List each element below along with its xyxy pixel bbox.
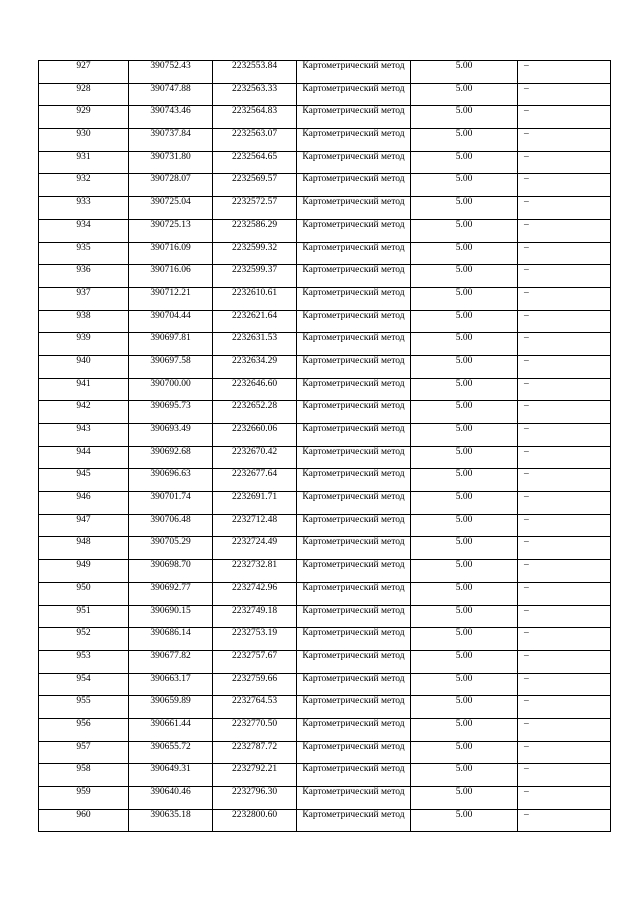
accuracy-cell: 5.00	[411, 287, 518, 310]
y-coordinate-cell: 2232796.30	[213, 787, 297, 810]
note-cell: –	[518, 650, 611, 673]
x-coordinate-cell: 390695.73	[129, 401, 213, 424]
accuracy-cell: 5.00	[411, 469, 518, 492]
y-coordinate-cell: 2232770.50	[213, 718, 297, 741]
table-row	[39, 287, 611, 310]
point-number-cell: 928	[39, 83, 129, 106]
accuracy-cell: 5.00	[411, 582, 518, 605]
y-coordinate-cell: 2232800.60	[213, 809, 297, 832]
point-number-cell: 935	[39, 242, 129, 265]
y-coordinate-cell: 2232757.67	[213, 650, 297, 673]
y-coordinate-cell: 2232586.29	[213, 219, 297, 242]
note-cell: –	[518, 605, 611, 628]
note-cell: –	[518, 514, 611, 537]
accuracy-cell: 5.00	[411, 514, 518, 537]
accuracy-cell: 5.00	[411, 741, 518, 764]
point-number-cell: 956	[39, 718, 129, 741]
point-number-cell: 955	[39, 696, 129, 719]
x-coordinate-cell: 390659.89	[129, 696, 213, 719]
method-cell: Картометрический метод	[297, 61, 411, 84]
method-cell: Картометрический метод	[297, 696, 411, 719]
point-number-cell: 938	[39, 310, 129, 333]
y-coordinate-cell: 2232553.84	[213, 61, 297, 84]
note-cell: –	[518, 469, 611, 492]
coordinates-table-body	[39, 61, 611, 832]
method-cell: Картометрический метод	[297, 424, 411, 447]
table-row	[39, 787, 611, 810]
table-row	[39, 310, 611, 333]
point-number-cell: 932	[39, 174, 129, 197]
method-cell: Картометрический метод	[297, 265, 411, 288]
x-coordinate-cell: 390743.46	[129, 106, 213, 129]
coordinates-table	[38, 60, 611, 832]
method-cell: Картометрический метод	[297, 628, 411, 651]
x-coordinate-cell: 390655.72	[129, 741, 213, 764]
y-coordinate-cell: 2232712.48	[213, 514, 297, 537]
note-cell: –	[518, 809, 611, 832]
accuracy-cell: 5.00	[411, 174, 518, 197]
accuracy-cell: 5.00	[411, 560, 518, 583]
x-coordinate-cell: 390692.68	[129, 446, 213, 469]
method-cell: Картометрический метод	[297, 242, 411, 265]
y-coordinate-cell: 2232564.83	[213, 106, 297, 129]
table-row	[39, 560, 611, 583]
accuracy-cell: 5.00	[411, 718, 518, 741]
accuracy-cell: 5.00	[411, 378, 518, 401]
method-cell: Картометрический метод	[297, 469, 411, 492]
x-coordinate-cell: 390696.63	[129, 469, 213, 492]
table-row	[39, 492, 611, 515]
y-coordinate-cell: 2232621.64	[213, 310, 297, 333]
accuracy-cell: 5.00	[411, 696, 518, 719]
accuracy-cell: 5.00	[411, 310, 518, 333]
method-cell: Картометрический метод	[297, 787, 411, 810]
y-coordinate-cell: 2232732.81	[213, 560, 297, 583]
note-cell: –	[518, 560, 611, 583]
x-coordinate-cell: 390692.77	[129, 582, 213, 605]
y-coordinate-cell: 2232724.49	[213, 537, 297, 560]
note-cell: –	[518, 151, 611, 174]
accuracy-cell: 5.00	[411, 197, 518, 220]
method-cell: Картометрический метод	[297, 650, 411, 673]
note-cell: –	[518, 219, 611, 242]
method-cell: Картометрический метод	[297, 809, 411, 832]
y-coordinate-cell: 2232631.53	[213, 333, 297, 356]
y-coordinate-cell: 2232610.61	[213, 287, 297, 310]
method-cell: Картометрический метод	[297, 764, 411, 787]
x-coordinate-cell: 390752.43	[129, 61, 213, 84]
point-number-cell: 952	[39, 628, 129, 651]
table-row	[39, 469, 611, 492]
note-cell: –	[518, 83, 611, 106]
note-cell: –	[518, 741, 611, 764]
point-number-cell: 948	[39, 537, 129, 560]
point-number-cell: 951	[39, 605, 129, 628]
table-row	[39, 514, 611, 537]
accuracy-cell: 5.00	[411, 673, 518, 696]
y-coordinate-cell: 2232742.96	[213, 582, 297, 605]
note-cell: –	[518, 446, 611, 469]
point-number-cell: 933	[39, 197, 129, 220]
method-cell: Картометрический метод	[297, 514, 411, 537]
y-coordinate-cell: 2232646.60	[213, 378, 297, 401]
x-coordinate-cell: 390677.82	[129, 650, 213, 673]
accuracy-cell: 5.00	[411, 809, 518, 832]
y-coordinate-cell: 2232660.06	[213, 424, 297, 447]
table-row	[39, 174, 611, 197]
accuracy-cell: 5.00	[411, 401, 518, 424]
accuracy-cell: 5.00	[411, 492, 518, 515]
x-coordinate-cell: 390716.09	[129, 242, 213, 265]
accuracy-cell: 5.00	[411, 106, 518, 129]
table-row	[39, 219, 611, 242]
note-cell: –	[518, 424, 611, 447]
table-row	[39, 378, 611, 401]
table-row	[39, 129, 611, 152]
x-coordinate-cell: 390686.14	[129, 628, 213, 651]
y-coordinate-cell: 2232599.32	[213, 242, 297, 265]
table-row	[39, 242, 611, 265]
accuracy-cell: 5.00	[411, 242, 518, 265]
x-coordinate-cell: 390731.80	[129, 151, 213, 174]
method-cell: Картометрический метод	[297, 378, 411, 401]
accuracy-cell: 5.00	[411, 537, 518, 560]
accuracy-cell: 5.00	[411, 151, 518, 174]
method-cell: Картометрический метод	[297, 582, 411, 605]
y-coordinate-cell: 2232749.18	[213, 605, 297, 628]
x-coordinate-cell: 390747.88	[129, 83, 213, 106]
x-coordinate-cell: 390693.49	[129, 424, 213, 447]
table-row	[39, 197, 611, 220]
x-coordinate-cell: 390698.70	[129, 560, 213, 583]
method-cell: Картометрический метод	[297, 197, 411, 220]
accuracy-cell: 5.00	[411, 219, 518, 242]
table-row	[39, 151, 611, 174]
table-row	[39, 106, 611, 129]
method-cell: Картометрический метод	[297, 718, 411, 741]
method-cell: Картометрический метод	[297, 310, 411, 333]
method-cell: Картометрический метод	[297, 219, 411, 242]
table-row	[39, 628, 611, 651]
x-coordinate-cell: 390725.04	[129, 197, 213, 220]
y-coordinate-cell: 2232764.53	[213, 696, 297, 719]
x-coordinate-cell: 390704.44	[129, 310, 213, 333]
table-row	[39, 718, 611, 741]
note-cell: –	[518, 333, 611, 356]
table-row	[39, 673, 611, 696]
method-cell: Картометрический метод	[297, 174, 411, 197]
note-cell: –	[518, 378, 611, 401]
note-cell: –	[518, 174, 611, 197]
note-cell: –	[518, 61, 611, 84]
accuracy-cell: 5.00	[411, 83, 518, 106]
table-row	[39, 424, 611, 447]
accuracy-cell: 5.00	[411, 446, 518, 469]
method-cell: Картометрический метод	[297, 560, 411, 583]
y-coordinate-cell: 2232753.19	[213, 628, 297, 651]
x-coordinate-cell: 390661.44	[129, 718, 213, 741]
method-cell: Картометрический метод	[297, 83, 411, 106]
y-coordinate-cell: 2232569.57	[213, 174, 297, 197]
point-number-cell: 934	[39, 219, 129, 242]
y-coordinate-cell: 2232652.28	[213, 401, 297, 424]
table-row	[39, 696, 611, 719]
y-coordinate-cell: 2232572.57	[213, 197, 297, 220]
note-cell: –	[518, 537, 611, 560]
point-number-cell: 936	[39, 265, 129, 288]
accuracy-cell: 5.00	[411, 61, 518, 84]
y-coordinate-cell: 2232691.71	[213, 492, 297, 515]
note-cell: –	[518, 673, 611, 696]
table-row	[39, 650, 611, 673]
note-cell: –	[518, 718, 611, 741]
point-number-cell: 947	[39, 514, 129, 537]
method-cell: Картометрический метод	[297, 537, 411, 560]
point-number-cell: 954	[39, 673, 129, 696]
table-row	[39, 61, 611, 84]
x-coordinate-cell: 390701.74	[129, 492, 213, 515]
point-number-cell: 949	[39, 560, 129, 583]
method-cell: Картометрический метод	[297, 741, 411, 764]
note-cell: –	[518, 242, 611, 265]
y-coordinate-cell: 2232670.42	[213, 446, 297, 469]
method-cell: Картометрический метод	[297, 446, 411, 469]
point-number-cell: 940	[39, 355, 129, 378]
x-coordinate-cell: 390716.06	[129, 265, 213, 288]
y-coordinate-cell: 2232759.66	[213, 673, 297, 696]
point-number-cell: 958	[39, 764, 129, 787]
accuracy-cell: 5.00	[411, 787, 518, 810]
accuracy-cell: 5.00	[411, 605, 518, 628]
point-number-cell: 939	[39, 333, 129, 356]
table-row	[39, 333, 611, 356]
note-cell: –	[518, 310, 611, 333]
table-row	[39, 265, 611, 288]
table-row	[39, 446, 611, 469]
note-cell: –	[518, 787, 611, 810]
point-number-cell: 941	[39, 378, 129, 401]
method-cell: Картометрический метод	[297, 605, 411, 628]
point-number-cell: 950	[39, 582, 129, 605]
point-number-cell: 945	[39, 469, 129, 492]
y-coordinate-cell: 2232599.37	[213, 265, 297, 288]
method-cell: Картометрический метод	[297, 287, 411, 310]
x-coordinate-cell: 390640.46	[129, 787, 213, 810]
point-number-cell: 944	[39, 446, 129, 469]
note-cell: –	[518, 582, 611, 605]
accuracy-cell: 5.00	[411, 265, 518, 288]
note-cell: –	[518, 355, 611, 378]
y-coordinate-cell: 2232564.65	[213, 151, 297, 174]
method-cell: Картометрический метод	[297, 673, 411, 696]
x-coordinate-cell: 390712.21	[129, 287, 213, 310]
note-cell: –	[518, 197, 611, 220]
method-cell: Картометрический метод	[297, 106, 411, 129]
method-cell: Картометрический метод	[297, 492, 411, 515]
x-coordinate-cell: 390649.31	[129, 764, 213, 787]
point-number-cell: 931	[39, 151, 129, 174]
point-number-cell: 957	[39, 741, 129, 764]
x-coordinate-cell: 390635.18	[129, 809, 213, 832]
note-cell: –	[518, 401, 611, 424]
accuracy-cell: 5.00	[411, 333, 518, 356]
method-cell: Картометрический метод	[297, 401, 411, 424]
point-number-cell: 927	[39, 61, 129, 84]
note-cell: –	[518, 764, 611, 787]
point-number-cell: 943	[39, 424, 129, 447]
table-row	[39, 355, 611, 378]
method-cell: Картометрический метод	[297, 151, 411, 174]
method-cell: Картометрический метод	[297, 355, 411, 378]
note-cell: –	[518, 287, 611, 310]
note-cell: –	[518, 696, 611, 719]
accuracy-cell: 5.00	[411, 129, 518, 152]
point-number-cell: 930	[39, 129, 129, 152]
point-number-cell: 959	[39, 787, 129, 810]
accuracy-cell: 5.00	[411, 355, 518, 378]
accuracy-cell: 5.00	[411, 650, 518, 673]
point-number-cell: 942	[39, 401, 129, 424]
note-cell: –	[518, 129, 611, 152]
point-number-cell: 946	[39, 492, 129, 515]
x-coordinate-cell: 390690.15	[129, 605, 213, 628]
accuracy-cell: 5.00	[411, 424, 518, 447]
point-number-cell: 960	[39, 809, 129, 832]
y-coordinate-cell: 2232792.21	[213, 764, 297, 787]
point-number-cell: 937	[39, 287, 129, 310]
table-row	[39, 83, 611, 106]
method-cell: Картометрический метод	[297, 129, 411, 152]
y-coordinate-cell: 2232677.64	[213, 469, 297, 492]
table-row	[39, 741, 611, 764]
table-row	[39, 809, 611, 832]
table-row	[39, 605, 611, 628]
x-coordinate-cell: 390706.48	[129, 514, 213, 537]
x-coordinate-cell: 390728.07	[129, 174, 213, 197]
point-number-cell: 929	[39, 106, 129, 129]
x-coordinate-cell: 390697.81	[129, 333, 213, 356]
x-coordinate-cell: 390663.17	[129, 673, 213, 696]
note-cell: –	[518, 628, 611, 651]
x-coordinate-cell: 390725.13	[129, 219, 213, 242]
note-cell: –	[518, 492, 611, 515]
y-coordinate-cell: 2232563.07	[213, 129, 297, 152]
note-cell: –	[518, 265, 611, 288]
method-cell: Картометрический метод	[297, 333, 411, 356]
table-row	[39, 582, 611, 605]
table-row	[39, 401, 611, 424]
x-coordinate-cell: 390737.84	[129, 129, 213, 152]
point-number-cell: 953	[39, 650, 129, 673]
accuracy-cell: 5.00	[411, 628, 518, 651]
x-coordinate-cell: 390705.29	[129, 537, 213, 560]
table-row	[39, 537, 611, 560]
note-cell: –	[518, 106, 611, 129]
y-coordinate-cell: 2232563.33	[213, 83, 297, 106]
y-coordinate-cell: 2232634.29	[213, 355, 297, 378]
x-coordinate-cell: 390697.58	[129, 355, 213, 378]
accuracy-cell: 5.00	[411, 764, 518, 787]
table-row	[39, 764, 611, 787]
x-coordinate-cell: 390700.00	[129, 378, 213, 401]
y-coordinate-cell: 2232787.72	[213, 741, 297, 764]
